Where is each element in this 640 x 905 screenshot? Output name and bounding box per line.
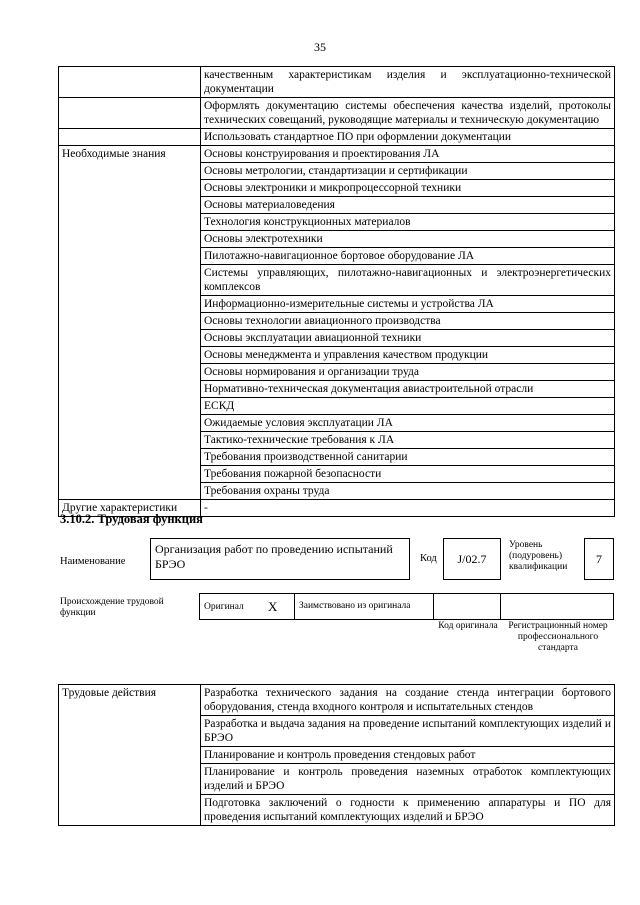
knowledge-item: Основы менеджмента и управления качеством продукции [201,347,615,364]
knowledge-item: Основы материаловедения [201,197,615,214]
other-value: - [201,500,615,517]
knowledge-item: Системы управляющих, пилотажно-навигационных и электроэнергетических комплексов [201,265,615,296]
knowledge-item: Требования охраны труда [201,483,615,500]
code-caption: Код оригинала [438,621,498,631]
name-label: Наименование [60,556,126,567]
function-name: Организация работ по проведению испытаний БРЭО [150,538,410,580]
knowledge-item: Требования пожарной безопасности [201,466,615,483]
table-row [59,98,615,129]
skill-cell: качественным характеристикам изделия и эксплуатационно-технической документации [201,67,615,98]
table-cell-empty [59,129,201,146]
origin-code-box [433,593,501,620]
actions-label: Трудовые действия [59,685,201,826]
actions-table [58,684,615,826]
knowledge-item: Тактико-технические требования к ЛА [201,432,615,449]
knowledge-item: Основы нормирования и организации труда [201,364,615,381]
original-cell [199,593,295,620]
registration-number-box [500,593,614,620]
code-label: Код [420,553,437,564]
borrowed-label: Заимствовано из оригинала [299,601,411,611]
knowledge-item: Основы электротехники [201,231,615,248]
skill-cell: Использовать стандартное ПО при оформлении документации [201,129,615,146]
section-title: 3.10.2. Трудовая функция [60,512,203,526]
competency-table [58,66,615,517]
skill-cell: Оформлять документацию системы обеспечения качества изделий, протоколы технических совещаний, руководящие материалы и техническую документацию [201,98,615,129]
table-row [59,67,615,98]
knowledge-item: Нормативно-техническая документация авиастроительной отрасли [201,381,615,398]
original-label: Оригинал [204,602,244,612]
table-row [59,685,615,716]
borrowed-cell [294,593,434,620]
knowledge-item: Основы конструирования и проектирования ЛА [201,146,615,163]
knowledge-item: Основы технологии авиационного производства [201,313,615,330]
table-cell-empty [59,98,201,129]
knowledge-item: ЕСКД [201,398,615,415]
original-mark: X [268,599,278,614]
knowledge-label: Необходимые знания [59,146,201,500]
knowledge-item: Основы эксплуатации авиационной техники [201,330,615,347]
action-item: Планирование и контроль проведения стендовых работ [201,747,615,764]
table-cell-empty [59,67,201,98]
action-item: Разработка технического задания на создание стенда интеграции бортового оборудования, стенда входного контроля и испытательных стендов [201,685,615,716]
qualification-level: 7 [584,538,614,580]
action-item: Подготовка заключений о годности к применению аппаратуры и ПО для проведения испытаний комплектующих изделий и БРЭО [201,795,615,826]
level-label: Уровень (подуровень) квалификации [509,540,568,572]
function-code: J/02.7 [443,538,501,580]
other-label: Другие характеристики [59,500,201,517]
knowledge-item: Информационно-измерительные системы и устройства ЛА [201,296,615,313]
page-number: 35 [314,40,326,54]
knowledge-item: Пилотажно-навигационное бортовое оборудование ЛА [201,248,615,265]
table-row [59,129,615,146]
knowledge-item: Ожидаемые условия эксплуатации ЛА [201,415,615,432]
knowledge-item: Требования производственной санитарии [201,449,615,466]
origin-label: Происхождение трудовой функции [60,597,164,618]
knowledge-item: Основы метрологии, стандартизации и сертификации [201,163,615,180]
registration-caption: Регистрационный номер профессионального стандарта [508,621,608,653]
table-row [59,146,615,163]
action-item: Разработка и выдача задания на проведение испытаний комплектующих изделий и БРЭО [201,716,615,747]
knowledge-item: Технология конструкционных материалов [201,214,615,231]
action-item: Планирование и контроль проведения наземных отработок комплектующих изделий и БРЭО [201,764,615,795]
knowledge-item: Основы электроники и микропроцессорной техники [201,180,615,197]
